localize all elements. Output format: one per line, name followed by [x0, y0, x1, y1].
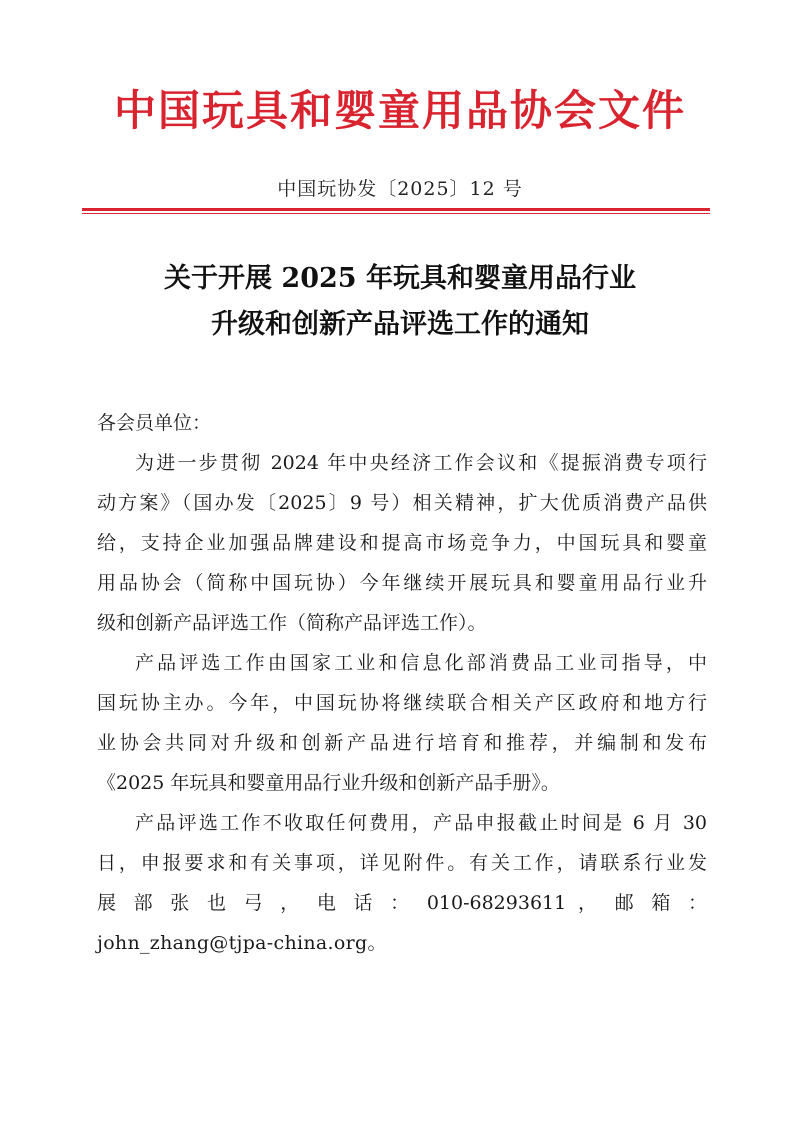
paragraph-1-line: 动方案》（国办发〔2025〕9 号）相关精神，扩大优质消费产品供 — [97, 492, 707, 514]
paragraph-1 — [97, 443, 707, 643]
salutation: 各会员单位： — [97, 412, 212, 434]
paragraph-1-line: 级和创新产品评选工作（简称产品评选工作）。 — [97, 612, 487, 634]
paragraph-3-line: 日，申报要求和有关事项，详见附件。有关工作，请联系行业发 — [97, 852, 707, 874]
paragraph-1-line: 给，支持企业加强品牌建设和提高市场竞争力，中国玩具和婴童 — [97, 532, 707, 554]
paragraph-2-line: 国玩协主办。今年，中国玩协将继续联合相关产区政府和地方行 — [97, 692, 707, 714]
paragraph-2-line: 业协会共同对升级和创新产品进行培育和推荐，并编制和发布 — [97, 732, 707, 754]
paragraph-3-line: 展 部 张 也 弓 ， 电 话 ： 010-68293611 ， 邮 箱 ： — [97, 892, 707, 914]
notice-title-line-1: 关于开展 2025 年玩具和婴童用品行业 — [164, 263, 636, 294]
paragraph-2 — [97, 643, 707, 803]
paragraph-3 — [97, 803, 707, 963]
paragraph-3-line: 产品评选工作不收取任何费用，产品申报截止时间是 6 月 30 — [135, 812, 707, 834]
paragraph-1-line: 用品协会（简称中国玩协）今年继续开展玩具和婴童用品行业升 — [97, 572, 707, 594]
paragraph-2-line: 《2025 年玩具和婴童用品行业升级和创新产品手册》。 — [97, 772, 560, 794]
organization-title: 中国玩具和婴童用品协会文件 — [113, 86, 686, 135]
notice-title — [0, 256, 800, 348]
notice-body — [97, 403, 707, 963]
paragraph-2-line: 产品评选工作由国家工业和信息化部消费品工业司指导，中 — [135, 652, 707, 674]
red-divider-thick — [82, 208, 710, 211]
red-divider-thin — [82, 213, 710, 214]
notice-title-line-2: 升级和创新产品评选工作的通知 — [211, 309, 589, 340]
document-number: 中国玩协发〔2025〕12 号 — [277, 178, 523, 200]
contact-email[interactable]: john_zhang@tjpa-china.org。 — [97, 932, 387, 954]
paragraph-1-line: 为进一步贯彻 2024 年中央经济工作会议和《提振消费专项行 — [135, 452, 707, 474]
